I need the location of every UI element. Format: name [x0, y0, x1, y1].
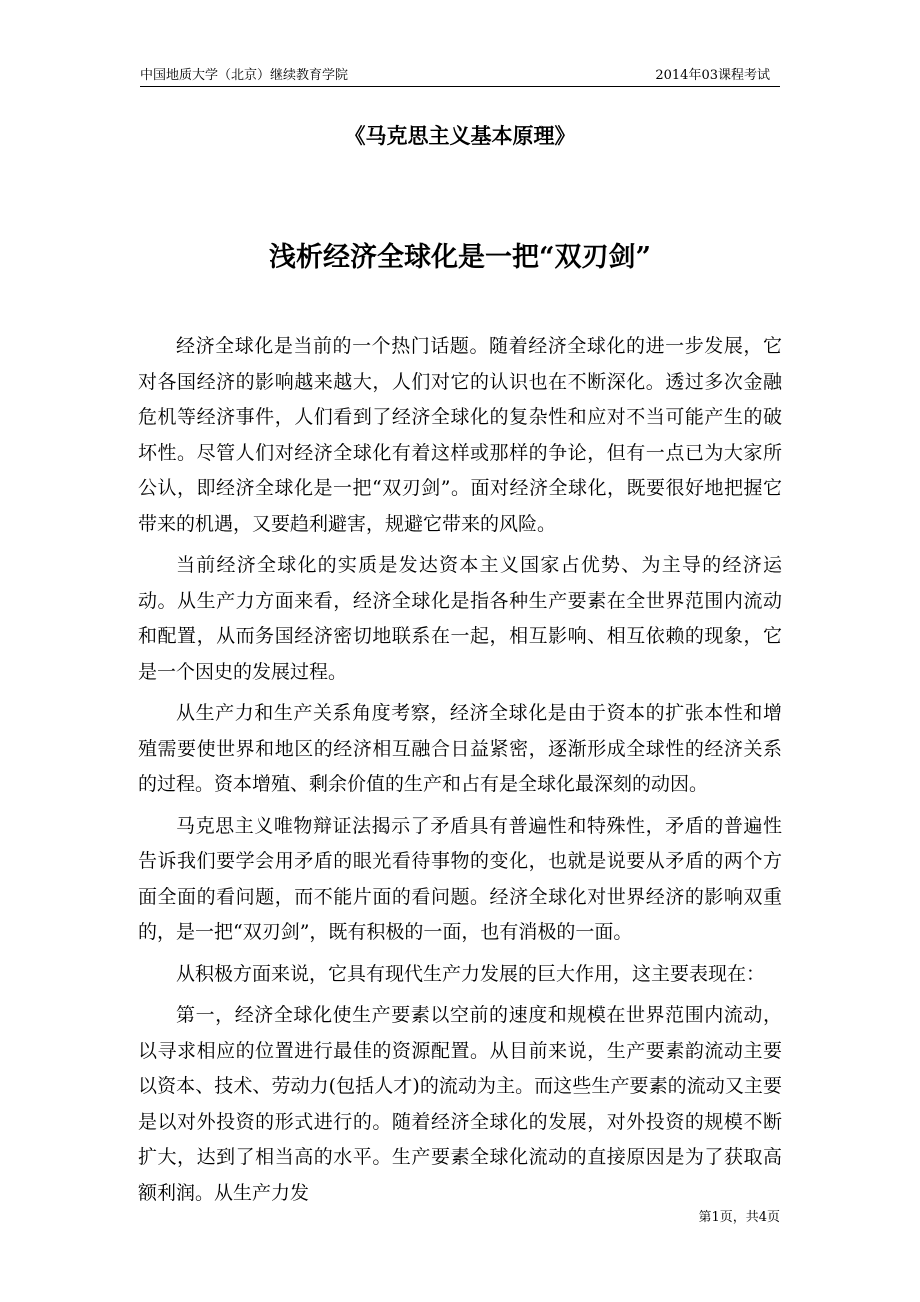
paragraph-6: 第一，经济全球化使生产要素以空前的速度和规模在世界范围内流动，以寻求相应的位置进行最佳的资源配置。从目前来说，生产要素韵流动主要以资本、技术、劳动力(包括人才)的流动为主。而这些生产要素的流动又主要是以对外投资的形式进行的。随着经济全球化的发展，对外投资的规模不断扩大，达到了相当高的水平。生产要素全球化流动的直接原因是为了获取高额利润。从生产力发: [138, 1004, 782, 1204]
paragraph-3: 从生产力和生产关系角度考察，经济全球化是由于资本的扩张本性和增殖需要使世界和地区的经济相互融合日益紧密，逐渐形成全球性的经济关系的过程。资本增殖、剩余价值的生产和占有是全球化最深刻的动因。: [138, 702, 782, 795]
header-exam-info: 2014年03课程考试: [655, 68, 770, 83]
paragraph-2: 当前经济全球化的实质是发达资本主义国家占优势、为主导的经济运动。从生产力方面来看，经济全球化是指各种生产要素在全世界范围内流动和配置，从而务国经济密切地联系在一起，相互影响、相互依赖的现象，它是一个因史的发展过程。: [138, 554, 782, 683]
page-header: [140, 68, 780, 87]
paragraph-4: 马克思主义唯物辩证法揭示了矛盾具有普遍性和特殊性，矛盾的普遍性告诉我们要学会用矛盾的眼光看待事物的变化，也就是说要从矛盾的两个方面全面的看问题，而不能片面的看问题。经济全球化对世界经济的影响双重的，是一把“双刃剑”，既有积极的一面，也有消极的一面。: [138, 814, 782, 943]
essay-body: [138, 329, 782, 1217]
header-institution: 中国地质大学（北京）继续教育学院: [140, 68, 349, 83]
page-number: 第1页，共4页: [698, 1210, 780, 1225]
paragraph-1: 经济全球化是当前的一个热门话题。随着经济全球化的进一步发展，它对各国经济的影响越来越大，人们对它的认识也在不断深化。透过多次金融危机等经济事件，人们看到了经济全球化的复杂性和应对不当可能产生的破坏性。尽管人们对经济全球化有着这样或那样的争论，但有一点已为大家所公认，即经济全球化是一把“双刃剑”。面对经济全球化，既要很好地把握它带来的机遇，又要趋利避害，规避它带来的风险。: [138, 335, 782, 535]
essay-title: 浅析经济全球化是一把“双刃剑”: [268, 242, 652, 273]
paragraph-5: 从积极方面来说，它具有现代生产力发展的巨大作用，这主要表现在：: [176, 962, 766, 985]
course-title: 《马克思主义基本原理》: [344, 123, 576, 148]
